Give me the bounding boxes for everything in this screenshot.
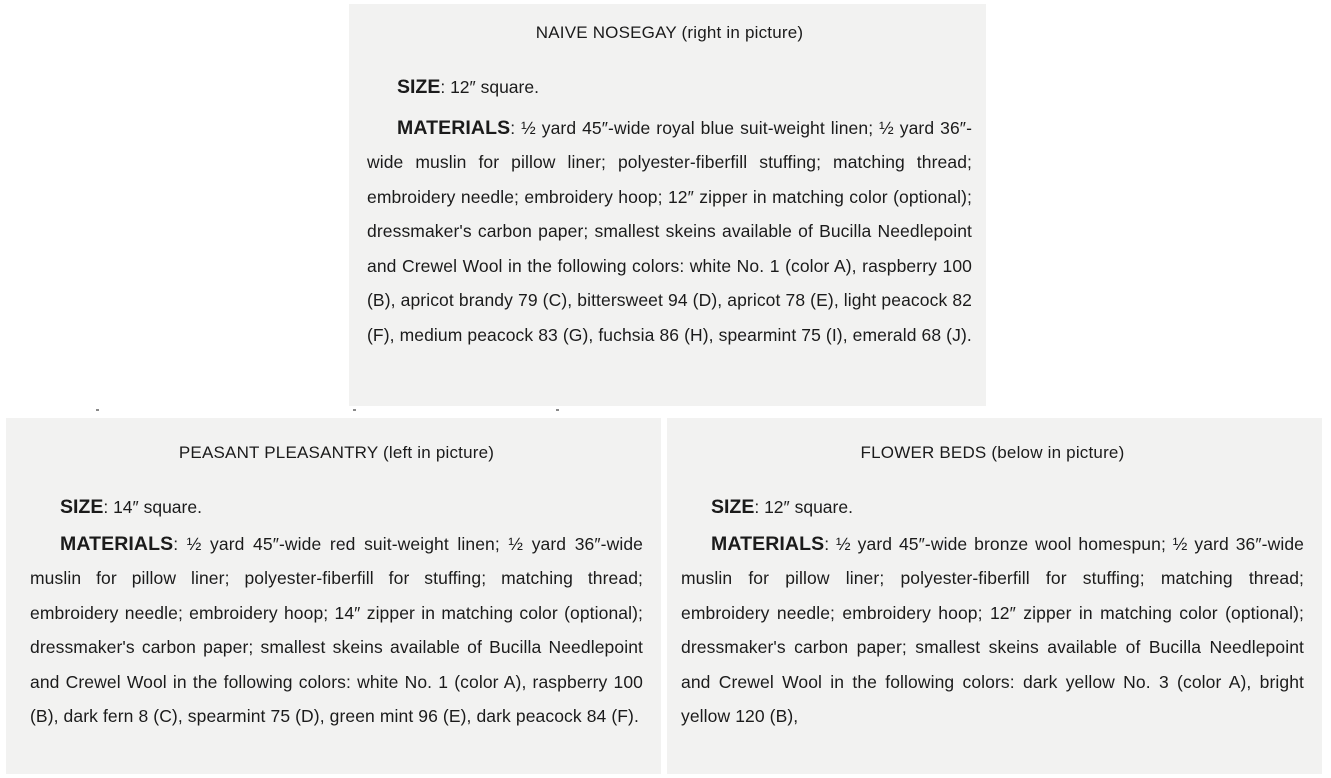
- peasant-pleasantry-panel: [6, 418, 661, 774]
- section-title: [30, 442, 643, 464]
- scan-speck: [353, 409, 356, 411]
- materials-label: MATERIALS: [397, 116, 511, 139]
- size-line: [60, 490, 643, 525]
- naive-nosegay-panel: [349, 4, 986, 406]
- size-value: : 12″ square.: [440, 77, 539, 97]
- materials-text: : ½ yard 45″-wide royal blue suit-weight linen; ½ yard 36″-wide muslin for pillow liner; polyester-fiberfill stuffing; matching thread; embroidery needle; embroidery hoop; 12″ zipper in matching color (optional); dressmaker's carbon paper; smallest skeins available of Bucilla Needlepoint and Crewel Wool in the following colors: white No. 1 (color A), raspberry 100 (B), apricot brandy 79 (C), bittersweet 94 (D), apricot 78 (E), light peacock 82 (F), medium peacock 83 (G), fuchsia 86 (H), spearmint 75 (I), emerald 68 (J).: [367, 117, 972, 345]
- materials-label: MATERIALS: [60, 532, 174, 555]
- size-line: [397, 70, 972, 105]
- size-value: : 12″ square.: [754, 497, 853, 517]
- section-title-note: (left in picture): [378, 443, 495, 462]
- size-label: SIZE: [711, 496, 755, 518]
- materials-paragraph: [30, 527, 643, 734]
- section-title: [681, 442, 1304, 464]
- materials-text: : ½ yard 45″-wide red suit-weight linen; ½ yard 36″-wide muslin for pillow liner; polyester-fiberfill for stuffing; matching thread; embroidery needle; embroidery hoop; 14″ zipper in matching color (optional); dressmaker's carbon paper; smallest skeins available of Bucilla Needlepoint and Crewel Wool in the following colors: white No. 1 (color A), raspberry 100 (B), dark fern 8 (C), spearmint 75 (D), green mint 96 (E), dark peacock 84 (F).: [30, 533, 643, 726]
- scan-speck: [556, 409, 559, 411]
- section-title-note: (right in picture): [676, 23, 804, 42]
- size-label: SIZE: [397, 76, 441, 98]
- section-title-text: FLOWER BEDS: [860, 443, 987, 462]
- materials-paragraph: [367, 111, 972, 353]
- section-title-note: (below in picture): [986, 443, 1125, 462]
- section-title: [367, 22, 972, 44]
- size-line: [711, 490, 1304, 525]
- materials-text: : ½ yard 45″-wide bronze wool homespun; ½ yard 36″-wide muslin for pillow liner; polyester-fiberfill for stuffing; matching thread; embroidery needle; embroidery hoop; 12″ zipper in matching color (optional); dressmaker's carbon paper; smallest skeins available of Bucilla Needlepoint and Crewel Wool in the following colors: dark yellow No. 3 (color A), bright yellow 120 (B),: [681, 533, 1304, 726]
- size-label: SIZE: [60, 496, 104, 518]
- size-value: : 14″ square.: [103, 497, 202, 517]
- section-title-text: PEASANT PLEASANTRY: [178, 443, 379, 462]
- scan-speck: [96, 409, 99, 411]
- materials-label: MATERIALS: [711, 532, 825, 555]
- materials-paragraph: [681, 527, 1304, 734]
- flower-beds-panel: [667, 418, 1322, 774]
- section-title-text: NAIVE NOSEGAY: [535, 23, 677, 42]
